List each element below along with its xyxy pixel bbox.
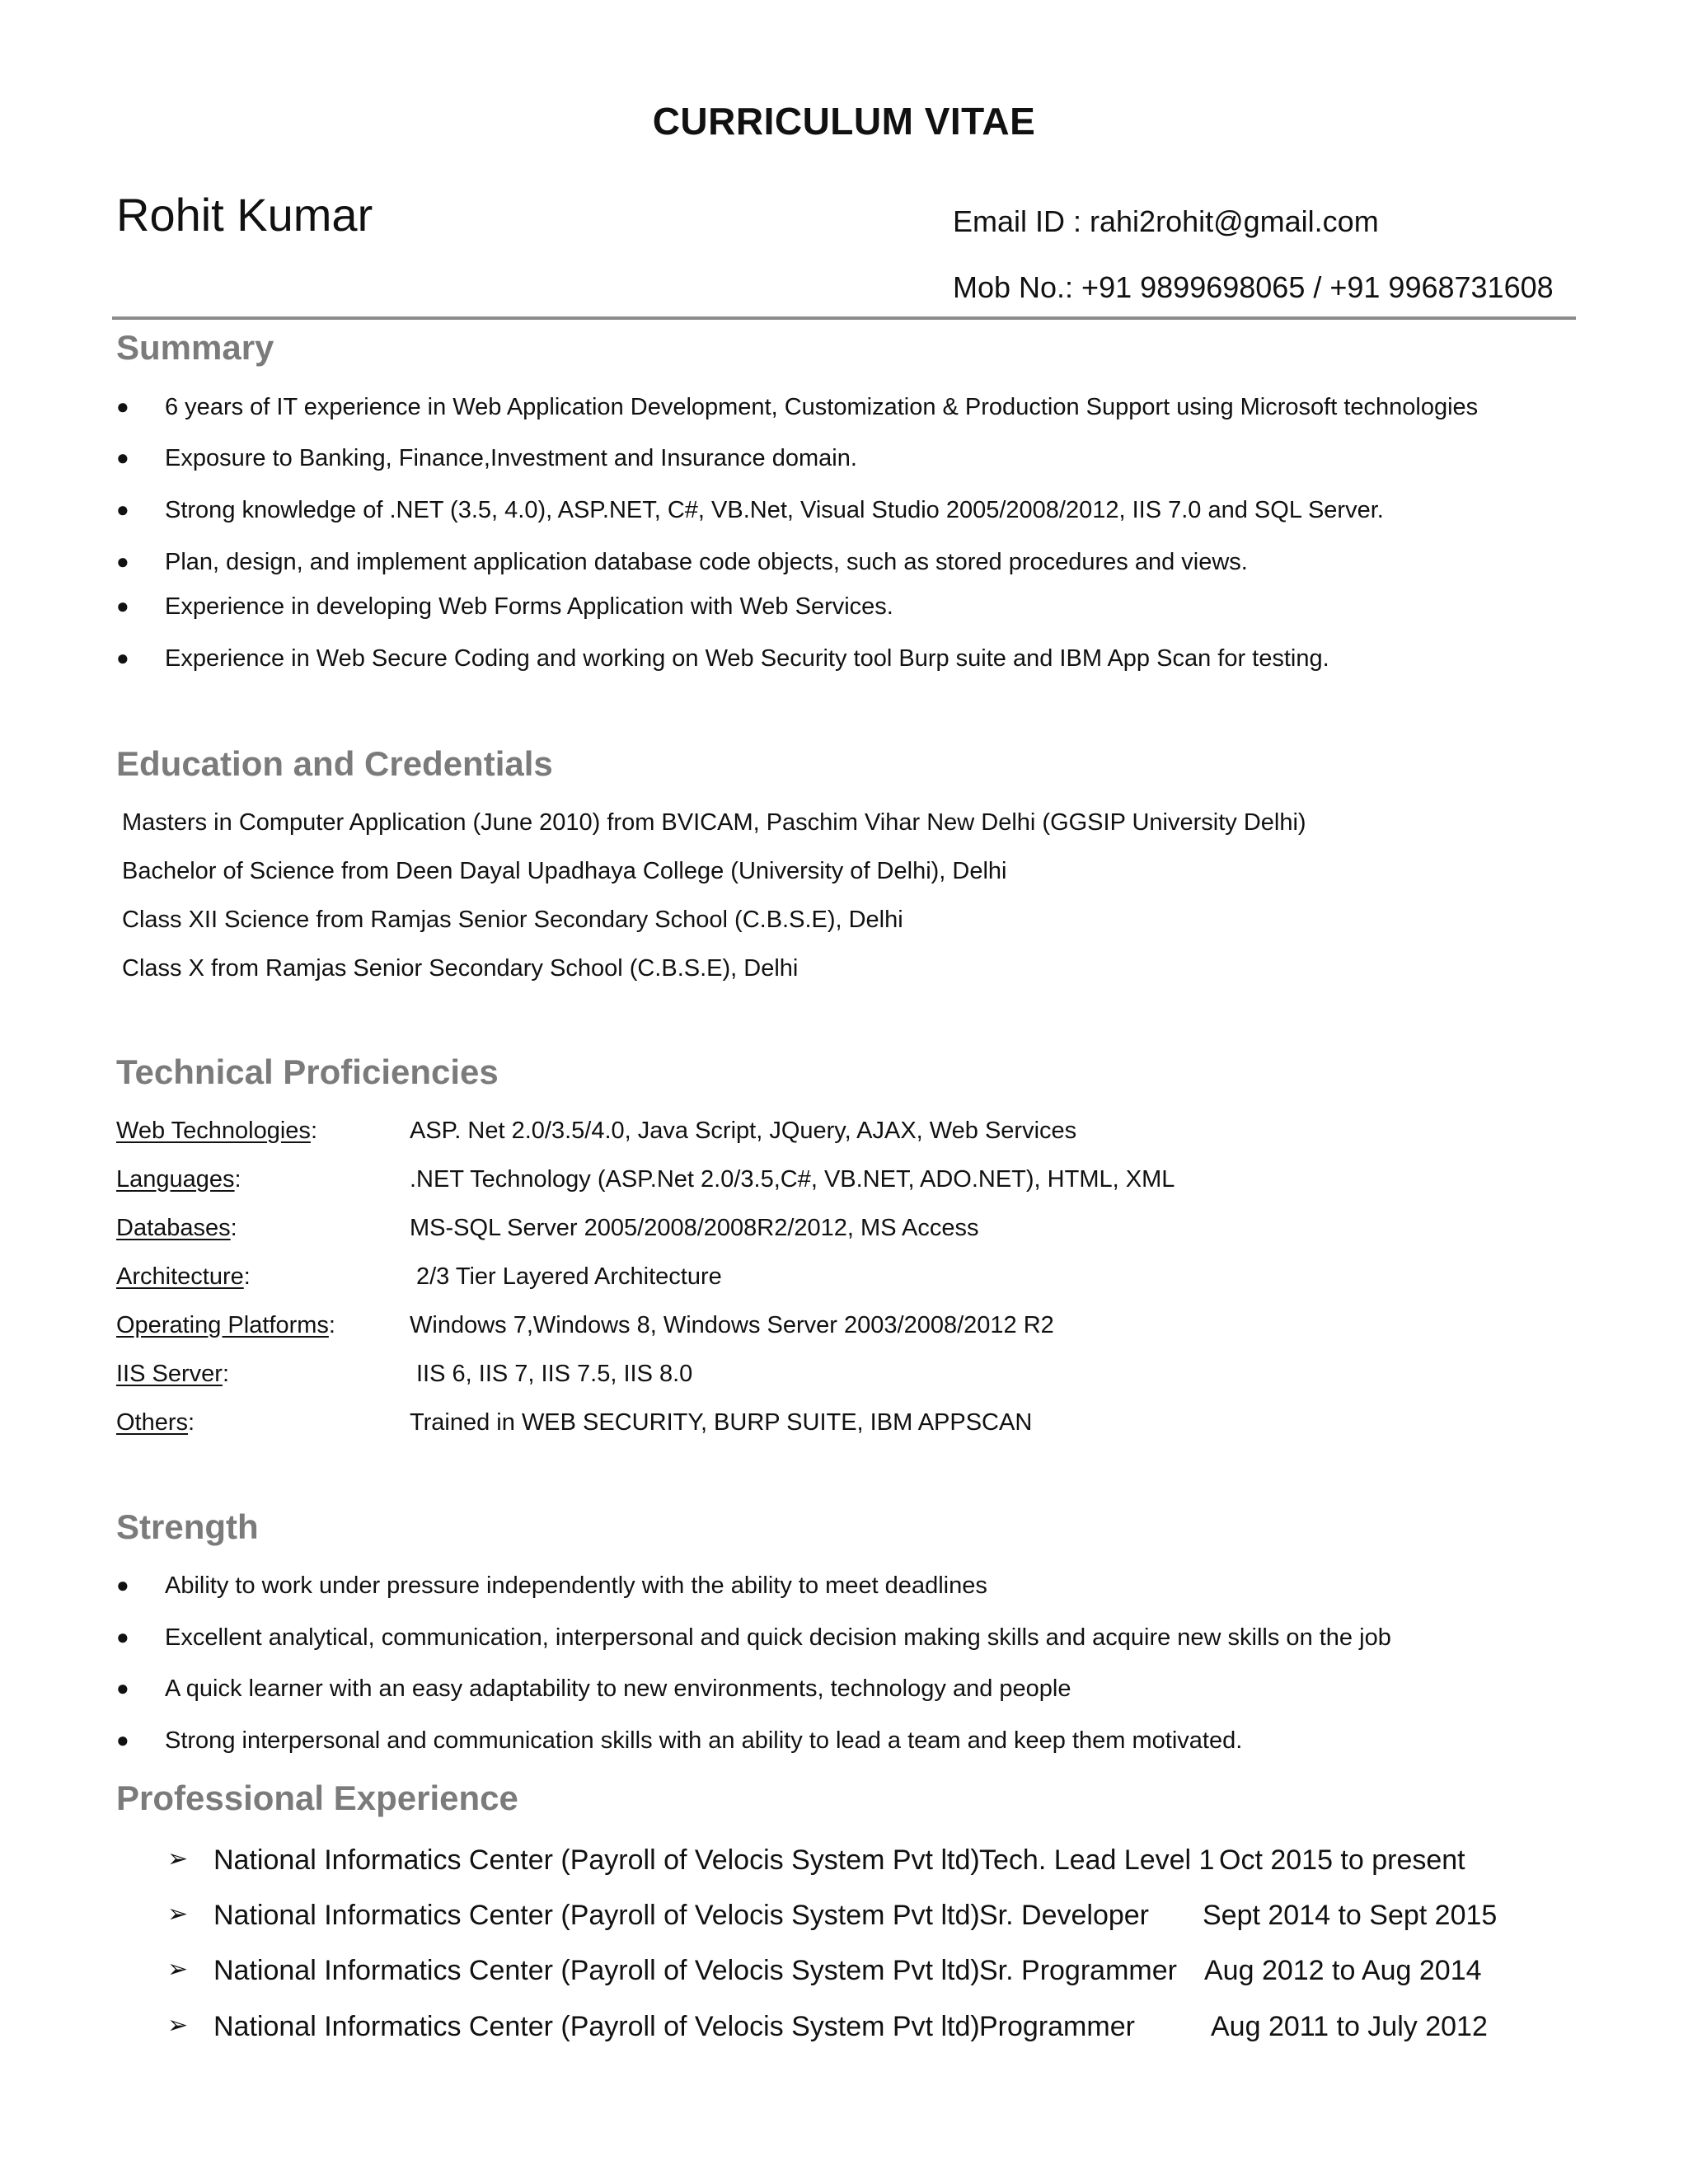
summary-item-text: Plan, design, and implement application database code objects, such as stored procedures and views. [165, 549, 1248, 575]
bullet-icon: ● [116, 1572, 129, 1597]
bullet-icon: ● [116, 1727, 129, 1752]
education-item: Masters in Computer Application (June 2010) from BVICAM, Paschim Vihar New Delhi (GGSIP University Delhi) [122, 809, 1306, 836]
tech-label-databases: Databases: [116, 1215, 237, 1241]
arrow-bullet-icon: ➢ [167, 1956, 189, 1983]
tech-value-others: Trained in WEB SECURITY, BURP SUITE, IBM APPSCAN [410, 1409, 1033, 1436]
bullet-icon: ● [116, 497, 129, 522]
tech-value-databases: MS-SQL Server 2005/2008/2008R2/2012, MS Access [410, 1215, 979, 1241]
arrow-bullet-icon: ➢ [167, 1900, 189, 1928]
summary-item-text: Experience in developing Web Forms Application with Web Services. [165, 593, 893, 620]
tech-value-architecture: 2/3 Tier Layered Architecture [416, 1263, 722, 1290]
email-line: Email ID : rahi2rohit@gmail.com [953, 204, 1379, 238]
tech-label-text: Architecture [116, 1263, 244, 1290]
tech-label-others: Others: [116, 1409, 195, 1436]
arrow-bullet-icon: ➢ [167, 2012, 189, 2039]
education-item: Class XII Science from Ramjas Senior Secondary School (C.B.S.E), Delhi [122, 907, 903, 933]
bullet-icon: ● [116, 394, 129, 419]
summary-heading: Summary [116, 328, 274, 367]
experience-role: Sr. Programmer [979, 1955, 1177, 1986]
tech-label-architecture: Architecture: [116, 1263, 251, 1290]
strength-item-text: A quick learner with an easy adaptability to new environments, technology and people [165, 1675, 1071, 1702]
experience-company: National Informatics Center (Payroll of Velocis System Pvt ltd) [213, 1955, 980, 1986]
experience-company: National Informatics Center (Payroll of Velocis System Pvt ltd) [213, 1844, 980, 1876]
tech-label-operating-platforms: Operating Platforms: [116, 1312, 335, 1338]
candidate-name: Rohit Kumar [116, 189, 373, 241]
arrow-bullet-icon: ➢ [167, 1845, 189, 1872]
experience-row [167, 1955, 1585, 1993]
bullet-icon: ● [116, 1624, 129, 1649]
experience-row [167, 1844, 1585, 1882]
tech-label-web-technologies: Web Technologies: [116, 1118, 317, 1144]
experience-period: Sept 2014 to Sept 2015 [1203, 1900, 1498, 1931]
education-item: Class X from Ramjas Senior Secondary School (C.B.S.E), Delhi [122, 955, 799, 982]
experience-role: Sr. Developer [979, 1900, 1149, 1931]
header-divider [112, 316, 1576, 320]
experience-period: Aug 2012 to Aug 2014 [1204, 1955, 1482, 1986]
experience-period: Aug 2011 to July 2012 [1211, 2011, 1488, 2042]
strength-item-text: Ability to work under pressure independently with the ability to meet deadlines [165, 1572, 987, 1599]
experience-row [167, 1900, 1585, 1938]
tech-label-text: Others [116, 1409, 189, 1436]
experience-role: Programmer [979, 2011, 1135, 2042]
tech-value-iis-server: IIS 6, IIS 7, IIS 7.5, IIS 8.0 [416, 1361, 693, 1387]
experience-company: National Informatics Center (Payroll of Velocis System Pvt ltd) [213, 2011, 980, 2042]
tech-label-text: IIS Server [116, 1361, 223, 1387]
tech-value-web-technologies: ASP. Net 2.0/3.5/4.0, Java Script, JQuery, AJAX, Web Services [410, 1118, 1077, 1144]
experience-period: Oct 2015 to present [1219, 1844, 1465, 1876]
strength-item-text: Strong interpersonal and communication skills with an ability to lead a team and keep them motivated. [165, 1727, 1243, 1754]
summary-item-text: Strong knowledge of .NET (3.5, 4.0), ASP.NET, C#, VB.Net, Visual Studio 2005/2008/2012, IIS 7.0 and SQL Server. [165, 497, 1384, 523]
bullet-icon: ● [116, 445, 129, 470]
experience-heading: Professional Experience [116, 1779, 518, 1817]
tech-label-text: Languages [116, 1166, 235, 1193]
mobile-line: Mob No.: +91 9899698065 / +91 9968731608 [953, 270, 1554, 304]
summary-item-text: Exposure to Banking, Finance,Investment and Insurance domain. [165, 445, 857, 471]
tech-label-text: Operating Platforms [116, 1312, 329, 1338]
summary-item-text: Experience in Web Secure Coding and working on Web Security tool Burp suite and IBM App Scan for testing. [165, 645, 1329, 672]
tech-value-operating-platforms: Windows 7,Windows 8, Windows Server 2003/2008/2012 R2 [410, 1312, 1054, 1338]
bullet-icon: ● [116, 593, 129, 618]
summary-item-text: 6 years of IT experience in Web Application Development, Customization & Production Support using Microsoft technologies [165, 394, 1479, 420]
education-item: Bachelor of Science from Deen Dayal Upadhaya College (University of Delhi), Delhi [122, 858, 1007, 884]
tech-label-text: Web Technologies [116, 1118, 311, 1144]
experience-company: National Informatics Center (Payroll of Velocis System Pvt ltd) [213, 1900, 980, 1931]
bullet-icon: ● [116, 1675, 129, 1700]
bullet-icon: ● [116, 645, 129, 670]
experience-row [167, 2011, 1585, 2049]
tech-label-languages: Languages: [116, 1166, 241, 1193]
bullet-icon: ● [116, 549, 129, 574]
strength-item-text: Excellent analytical, communication, interpersonal and quick decision making skills and acquire new skills on the job [165, 1624, 1391, 1651]
experience-role: Tech. Lead Level 1 [979, 1844, 1215, 1876]
tech-label-iis-server: IIS Server: [116, 1361, 229, 1387]
technical-heading: Technical Proficiencies [116, 1052, 499, 1091]
tech-label-text: Databases [116, 1215, 231, 1241]
education-heading: Education and Credentials [116, 744, 553, 783]
document-title: CURRICULUM VITAE [652, 100, 1036, 143]
strength-heading: Strength [116, 1507, 259, 1546]
tech-value-languages: .NET Technology (ASP.Net 2.0/3.5,C#, VB.NET, ADO.NET), HTML, XML [410, 1166, 1175, 1193]
